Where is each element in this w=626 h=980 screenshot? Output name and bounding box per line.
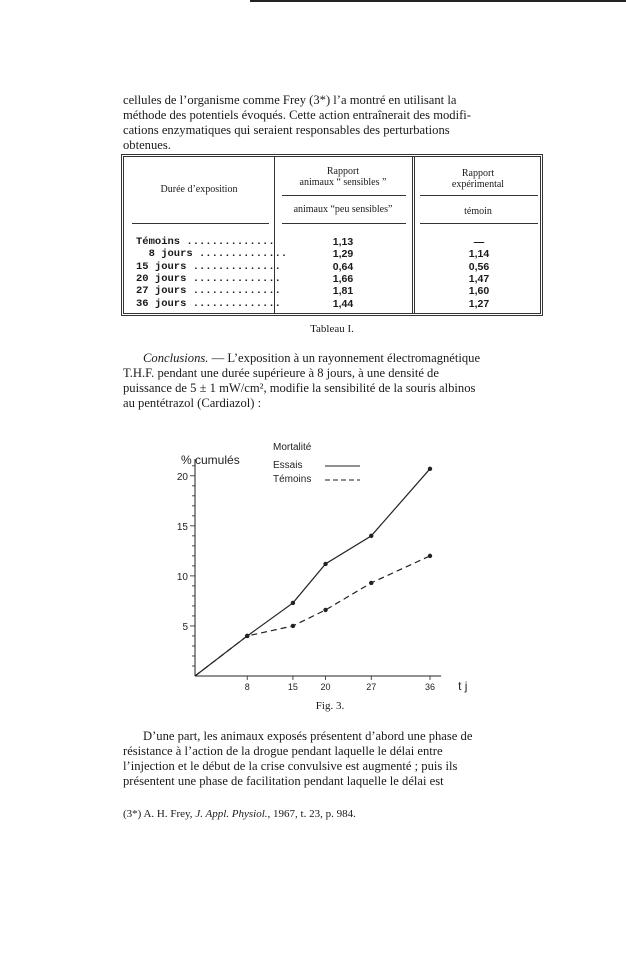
header-rule xyxy=(282,195,406,196)
series-line-temoins xyxy=(195,556,430,676)
data-point xyxy=(291,601,295,605)
page-top-rule xyxy=(250,0,626,2)
col-header-exp-line3: témoin xyxy=(464,206,492,217)
data-point xyxy=(323,608,327,612)
table-row-label: 36 jours .............. xyxy=(136,297,281,310)
header-rule xyxy=(282,223,406,224)
table-cell-rapport: 1,81 xyxy=(332,285,354,298)
col-header-exp-line2: expérimental xyxy=(451,179,505,190)
col-header-duration: Durée d’exposition xyxy=(160,184,238,195)
legend-title: Mortalité xyxy=(273,442,312,453)
header-rule xyxy=(132,223,269,224)
body-line: présentent une phase de facilitation pendant laquelle le délai est xyxy=(123,774,444,788)
col-header-ratio-line2: animaux “ sensibles ” xyxy=(299,177,387,188)
conclusions-line: puissance de 5 ± 1 mW/cm², modifie la sensibilité de la souris albinos xyxy=(123,381,476,395)
table-cell-rapport: 0,64 xyxy=(332,260,354,273)
table-cell-experimental: 1,60 xyxy=(468,285,490,298)
body-line: résistance à l’action de la drogue pendant laquelle le délai entre xyxy=(123,744,443,758)
x-tick-label: 27 xyxy=(366,682,377,692)
table-cell-experimental: — xyxy=(473,236,485,248)
table-row-label: 15 jours .............. xyxy=(136,260,281,273)
data-point xyxy=(428,554,432,558)
table-cell-rapport: 1,44 xyxy=(332,297,354,310)
footnote-ref: , 1967, t. 23, p. 984. xyxy=(267,808,356,820)
legend-entry: Témoins xyxy=(273,474,312,485)
header-rule xyxy=(420,195,538,196)
intro-line: méthode des potentiels évoqués. Cette action entraînerait des modifi- xyxy=(123,108,471,122)
data-point xyxy=(369,581,373,585)
table-cell-experimental: 1,47 xyxy=(468,272,490,285)
col-header-exp-line1: Rapport xyxy=(461,168,495,179)
legend-entry: Essais xyxy=(273,460,303,471)
table-cell-rapport: 1,66 xyxy=(332,272,354,285)
table-cell-rapport: 1,13 xyxy=(332,236,354,248)
table-cell-experimental: 1,27 xyxy=(468,297,490,310)
table-row-label: Témoins .............. xyxy=(136,236,275,248)
table-row-label: 27 jours .............. xyxy=(136,285,281,298)
figure-caption: Fig. 3. xyxy=(315,700,345,712)
footnote-author: (3*) A. H. Frey, xyxy=(123,808,196,820)
data-point xyxy=(428,467,432,471)
body-line: D’une part, les animaux exposés présentent d’abord une phase de xyxy=(143,729,473,743)
data-point xyxy=(323,562,327,566)
conclusions-lead: Conclusions. xyxy=(143,351,209,365)
conclusions-line: au pentétrazol (Cardiazol) : xyxy=(123,396,262,410)
conclusions-text: — L’exposition à un rayonnement électromagnétique xyxy=(208,351,481,365)
mortality-chart xyxy=(170,420,510,720)
series-line-essais xyxy=(195,469,430,676)
y-tick-label: 15 xyxy=(176,521,188,533)
y-tick-label: 5 xyxy=(182,621,188,633)
x-axis-label: t j xyxy=(458,679,468,693)
data-point xyxy=(369,534,373,538)
conclusions-paragraph xyxy=(123,351,547,411)
col-header-ratio-line3: animaux “peu sensibles” xyxy=(293,204,393,215)
table-row-label: 8 jours .............. xyxy=(136,248,288,261)
body-paragraph xyxy=(123,729,547,789)
table-cell-experimental: 0,56 xyxy=(468,260,490,273)
col-header-ratio-line1: Rapport xyxy=(326,166,360,177)
x-tick-label: 8 xyxy=(244,682,250,692)
y-axis-label: % cumulés xyxy=(181,453,240,467)
body-line: l’injection et le début de la crise convulsive est augmenté ; puis ils xyxy=(123,759,458,773)
intro-line: obtenues. xyxy=(123,138,171,152)
table-cell-experimental: 1,14 xyxy=(468,248,490,261)
intro-line: cations enzymatiques qui seraient responsables des perturbations xyxy=(123,123,450,137)
table-cell-rapport: 1,29 xyxy=(332,248,354,261)
data-table xyxy=(121,154,543,316)
intro-line: cellules de l’organisme comme Frey (3*) l’a montré en utilisant la xyxy=(123,93,457,107)
y-tick-label: 20 xyxy=(176,471,188,483)
x-tick-label: 20 xyxy=(320,682,331,692)
conclusions-line: T.H.F. pendant une durée supérieure à 8 jours, à une densité de xyxy=(123,366,439,380)
footnote xyxy=(123,808,356,820)
x-tick-label: 36 xyxy=(424,682,436,692)
intro-paragraph xyxy=(123,93,547,153)
data-point xyxy=(245,634,249,638)
y-tick-label: 10 xyxy=(176,571,188,583)
footnote-journal: J. Appl. Physiol. xyxy=(195,808,268,820)
table-caption: Tableau I. xyxy=(310,323,354,335)
table-row-label: 20 jours .............. xyxy=(136,272,281,285)
header-rule xyxy=(420,223,538,224)
data-point xyxy=(291,624,295,628)
x-tick-label: 15 xyxy=(287,682,298,692)
